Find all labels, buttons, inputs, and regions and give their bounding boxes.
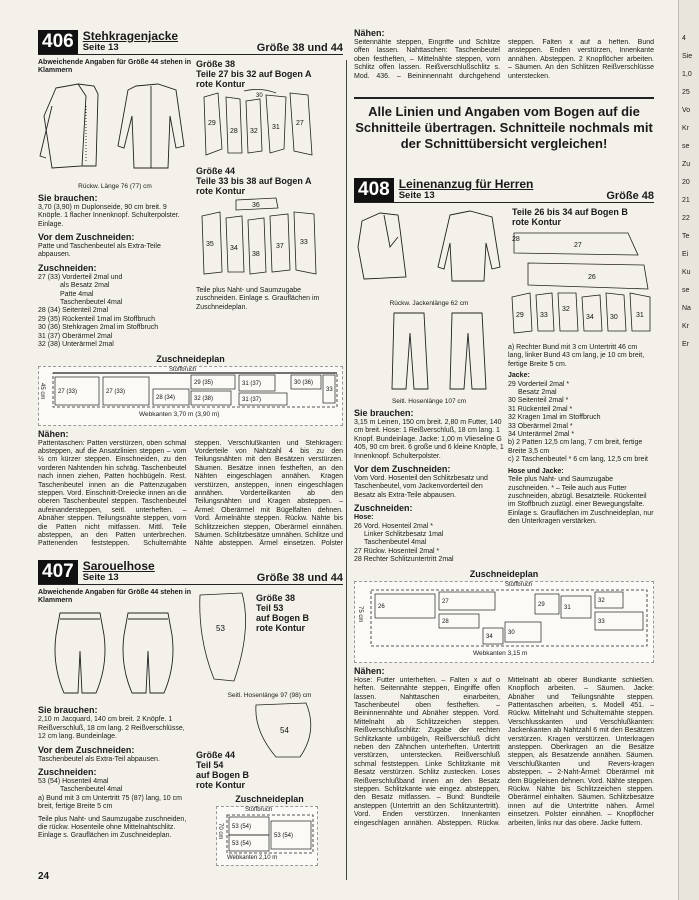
plan-piece-label: 29 (35) [194,379,214,386]
cut-item: 30 (36) Stehkragen 2mal im Stoffbruch [38,324,159,332]
plan-piece-label: 29 [538,601,545,608]
selvage-label: Webkanten 2,10 m [226,854,278,861]
trousers-subheading: Hose: [354,514,374,522]
svg-text:33: 33 [299,239,308,246]
model-title: Leinenanzug für Herren Seite 13 [398,177,534,201]
plan-piece-label: 30 (36) [294,379,314,386]
adjacent-page-strip [678,0,699,900]
trousers-407-illustration [38,605,188,697]
plan-piece-label: 27 (33) [106,388,126,395]
before-cutting-heading: Vor dem Zuschneiden: [38,232,135,243]
trousers-jacket-subheading: Hose und Jacke: [508,467,564,475]
pattern-sheet-44: Größe 44 [195,749,235,760]
cut-item: 53 (54) Hosenteil 4mal [38,777,109,785]
model-title: Stehkragenjacke Seite 13 [82,29,179,53]
pattern-sheet-38-contour: rote Kontur [195,79,245,89]
pattern-pieces-44 [196,196,342,278]
model-number: 406 [38,30,78,54]
plan-piece-label: 34 [486,633,493,640]
plan-piece-label: 28 (34) [156,394,176,401]
trouser-length: Seitl. Hosenlänge 107 cm [391,398,467,405]
adjacent-page-text: Vo [682,107,691,114]
pattern-sheet-44-part: Teil 54 [195,759,224,770]
svg-text:27: 27 [295,120,304,127]
svg-text:37: 37 [275,243,284,250]
cut-item: 27 (33) Vorderteil 2mal und [38,273,123,281]
svg-text:34: 34 [229,245,238,252]
section-rule [354,97,654,99]
need-text: 2,10 m Jacquard, 140 cm breit. 2 Knöpfe. 1 Reißverschluß, 18 cm lang. 2 Reißverschlüsse, 12 cm lang. Bundeinlage. [38,716,185,741]
seam-allowance-note: Teile plus Naht- und Saumzugabe zuschneiden, die rückw. Hosenteile ohne Mittelnahtschlitz. Einlage s. Grauflächen im Zuschneideplan. [38,815,187,840]
cut-item: 31 Rückenteil 2mal * [508,405,573,413]
seam-allowance-note: Teile plus Naht- und Saumzugabe zuschneiden. Einlage s. Grauflächen im Zuschneideplan. [195,287,320,311]
jacket-subheading: Jacke: [508,372,530,380]
svg-text:53: 53 [215,623,225,633]
adjacent-page-text: Te [682,233,690,240]
fold-label: Stoffbruch [169,366,197,373]
adjacent-page-text: Ei [682,251,689,258]
pattern-sheet-44-contour: rote Kontur [195,779,245,790]
banner-line: Schnitteile übertragen. Schnitteile nochmals mit [355,120,653,135]
svg-text:36: 36 [251,202,260,209]
adjacent-page-text: Na [682,305,691,312]
plan-piece-label: 31 [564,604,571,611]
svg-text:31: 31 [636,312,644,319]
pattern-sheet-38: Größe 38 [195,59,235,69]
plan-width-label: 45 cm [39,382,45,399]
adjacent-page-text: 21 [682,197,690,204]
cutting-heading: Zuschneiden: [38,766,97,777]
plan-piece-label: 32 [598,597,605,604]
fold-label: Stoffbruch [505,581,533,588]
before-cutting-text: Vom Vord. Hosenteil den Schlitzbesatz und Taschenbeutel, vom Jackenvorderteil den Besatz als Extra-Teile abpausen. [354,475,488,499]
cut-item: Taschenbeutel 4mal [364,539,427,547]
adjacent-page-text: 22 [682,215,690,222]
sewing-text: Hose: Futter unterheften. – Falten x auf o heften. Seitennähte steppen, Eingriffe offen lassen. Nahttaschen einarbeiten, Taschenbeutel oben festheften. – Beininnennähte und Abnäher steppen. Vord. Mittelnaht ab Schlitzzeichen steppen. Reißverschlußschlitz: Zugabe der rechten Schlitzkante umbügeln, Reißverschluß dicht neben den Zähnchen unterheften. Untertritt verstürzen, unterstecken. Reißverschluß schmal feststeppen. Linke Schlitzkante mit Besatz verstürzen. Schlitz zustecken. Loses Reißverschlußband innen an den Besatz steppen. Schlitzkante wie eingez. absteppen, den Besatz mitfassen. – Bund: Bundteile ansteppen (Untertritt an den Schlitzuntertritt). Vord. Enden verstürzen. Innenkanten eingeschlagen annähen. Absteppen. Rückw. Mittelnaht ab oberer Bundkante schließen. Knopfloch arbeiten. – Säumen. Jacke: Abnäher und Teilungsnähte steppen. Pattentaschen arbeiten, s. Modell 451. – Rückw. Mittelnaht und Schulternähte steppen. Verschlusskanten und Verschlußkanten: Jackenkanten ab Nahtzahl 6 mit den Besätzen verstürzen. Kragen verstürzen. Unterkragen ansteppen. Oberkragen an die Besätze steppen, als Besatzende annähen. Säumen. Verschlußkanten und Revers-kragen absteppen. – 2-Naht-Ärmel: Oberärmel mit dem Bügeleisen dehnen. Vord. Nähte steppen. Rückw. Nähte bis Schlitzzeichen steppen. Oberärmel einhalten. Säumen. Schlitzbesätze innen auf die Untertritte nähen. Ärmel einsetzen. Polster einnähen. – Knopflöcher arbeiten, links nur das obere. Jacke futtern. [354,676,654,827]
adjacent-page-text: Ku [682,269,691,276]
plan-piece-label: 30 [508,629,515,636]
svg-text:54: 54 [279,725,289,735]
deviation-note: Abweichende Angaben für Größe 44 stehen in Klammern [38,59,191,75]
plan-piece-label: 26 [378,603,385,610]
right-column [354,28,654,91]
sewing-continued-text: Seitennähte steppen, Eingriffe und Schlitze offen lassen. Nahttaschen: Taschenbeutel oben festheften, – Mittelnähte steppen, vorn Schlitz offen lassen. Reißverschlußschlitz s. Mod. 436. – Beininnennaht durchgehend steppen. Falten x auf a heften. Bund ansteppen. Enden verstürzen, Innenkante annähen. Absteppen. 2 Knopflöcher arbeiten. – Säumen. An den Schlitzen Reißverschlüsse unterstecken. [354,39,654,80]
svg-text:32: 32 [249,128,258,135]
pattern-sheet-38-part: Teil 53 [255,602,284,613]
cut-item: Taschenbeutel 4mal [60,299,123,307]
svg-text:28: 28 [229,128,238,135]
cutting-plan-408 [354,581,654,663]
plan-width-label: 75 cm [357,605,363,623]
jacket-length: Rückw. Jackenlänge 62 cm [389,300,469,307]
need-heading: Sie brauchen: [38,705,98,716]
pattern-sheet-44-parts: Teile 33 bis 38 auf Bogen A [195,176,312,186]
pattern-sheet-38-sheet: auf Bogen B [255,612,309,623]
svg-text:32: 32 [562,306,570,313]
cutting-plan-title: Zuschneideplan [156,353,225,364]
svg-text:30: 30 [255,93,263,99]
svg-text:31: 31 [271,124,280,131]
cutting-plan-407 [216,806,318,866]
model-407-header [38,558,343,585]
model-title: Sarouelhose Seite 13 [82,558,155,583]
cut-item: 29 Vorderteil 2mal * [508,380,570,388]
pattern-pieces-38 [196,89,342,161]
cut-item: 32 (38) Unterärmel 2mal [38,341,114,349]
before-cutting-heading: Vor dem Zuschneiden: [38,744,135,755]
need-heading: Sie brauchen: [38,192,98,203]
plan-width-label: 70 cm [216,822,223,839]
model-number: 408 [354,178,394,202]
before-cutting-text: Patte und Taschenbeutel als Extra-Teile abpausen. [38,243,161,259]
jacket-406-illustration [38,76,188,176]
suit-trousers-illustration [354,309,504,391]
need-text: 3,15 m Leinen, 150 cm breit. 2,80 m Futter, 140 cm breit. Hose: 1 Reißverschluß, 18 cm lang. 1 Knopf. Bundeinlage. Jacke: 1,00 m Vlieseline G 405, 90 cm breit. 6 große und 6 kleine Knöpfe, 1 Innenknopf. Schulterpolster. [354,419,504,460]
cut-item: 27 Rückw. Hosenteil 2mal * [354,547,440,555]
adjacent-page-text: Er [682,341,689,348]
need-text: 3,70 (3,90) m Duplonseide, 90 cm breit. 9 Knöpfe. 1 flacher Innenknopf. Schulterpolster. Einlage. [38,203,180,228]
plan-piece-label: 27 (33) [58,388,78,395]
adjacent-page-text: se [682,287,690,294]
cutting-heading: Zuschneiden: [38,262,97,273]
plan-piece-label: 28 [442,618,449,625]
svg-text:29: 29 [516,312,524,319]
need-heading: Sie brauchen: [354,408,414,418]
fold-label: Stoffbruch [244,806,273,813]
adjacent-page-text: 1,0 [682,71,692,78]
model-406-header [38,28,343,55]
cutting-heading: Zuschneiden: [354,503,413,514]
cut-item: als Besatz 2mal [60,282,110,290]
adjacent-page-text: Sie [682,53,693,60]
sewing-heading: Nähen: [354,28,385,38]
pattern-sheet-38-contour: rote Kontur [255,622,305,633]
plan-piece-label: 31 (37) [242,380,262,387]
cutting-plan-title: Zuschneideplan [235,793,304,804]
suit-jacket-illustration [354,207,504,293]
cut-item: Patte 4mal [60,290,94,298]
svg-text:30: 30 [610,314,618,321]
pattern-sheet-44-sheet: auf Bogen B [195,769,249,780]
plan-piece-label: 32 (38) [194,395,214,402]
pattern-sheet-44: Größe 44 [195,166,235,176]
banner-line: Alle Linien und Angaben vom Bogen auf die [368,104,640,119]
cutting-plan-406 [38,366,343,426]
selvage-label: Webkanten 3,15 m [473,649,528,657]
selvage-label: Webkanten 3,70 m (3,90 m) [139,410,220,418]
adjacent-page-text: 4 [682,35,686,42]
left-column [38,28,343,866]
pattern-sheet-contour: rote Kontur [512,217,561,227]
cut-item: 30 Seitenteil 2mal * [508,397,569,405]
svg-text:29: 29 [207,120,216,127]
sewing-text: Pattentaschen: Patten verstürzen, oben schmal absteppen, auf die Ansatzlinien steppen – vom ½ cm kürzer steppen. Einschneiden, zu den vorderen Nahtenden hin schräg. Taschenbeutel nach innen ziehen, Patten hochbügeln. Rest. Taschenbeutel innen an die Pattenzugaben steppen. Vord. Einschnitt-Dreiecke innen an die oberen Taschenbeutel steppen. Taschenbeutel aufeinandersteppen, seitl. unterheften. – Abnäher steppen. Teilungsnähte steppen, vorn die Patten nicht mitfassen. Mittl. Teile absteppen, an den Patten unterbrechen. Pattenenden feststeppen. Schulternähte steppen. Verschlußkanten und Stehkragen: Vorderteile von Nahtzahl 4 bis zu den Teilungsnähten mit den Besätzen verstürzen. Säumen. Besätze innen festheften, an den Nähten eingeschlagen annähen. Kragen verstürzen, ansteppen, innen eingeschlagen annähen. Vorderteilkanten ab den Teilungsnähten und Kragen absteppen. – Ärmel: Oberärmel mit Bügelfalten dehnen. Vord. Ärmelnähte steppen. Rückw. Nähte bis Schlitzzeichen steppen, Oberärmel einnähen. Säumen. Schlitzbesätze umnähen. Schlitze und Nähte absteppen. Ärmel einsetzen. Polster [38,439,343,548]
before-cutting-heading: Vor dem Zuschneiden: [354,464,451,475]
banner-line: der Schnittübersicht vergleichen! [400,136,608,151]
cut-item: 31 (37) Oberärmel 2mal [38,332,113,340]
model-408-section [354,176,654,829]
cut-item: b) 2 Patten 12,5 cm lang, 7 cm breit, fertige Breite 3,5 cm [508,439,643,455]
plan-piece-label: 53 (54) [273,832,293,839]
adjacent-page-text: se [682,143,690,150]
model-number: 407 [38,560,78,584]
cut-item: 32 Kragen 1mal im Stoffbruch [508,414,601,422]
page-number: 24 [38,871,50,882]
svg-text:34: 34 [586,314,594,321]
trouser-length: Seitl. Hosenlänge 97 (98) cm [227,691,312,699]
trousers-jacket-text: Teile plus Naht- und Saumzugabe zuschneiden. * – Teile auch aus Futter zuschneiden, abzügl. Besatzteile. Rückenteil im Stoffbruch zuzügl. einer Bewegungsfalte. Einlage s. Grauflächen im Zuschneideplan, nur den Unterkragen verstärken. [508,476,654,526]
plan-piece-label: 33 [598,618,605,625]
cut-item: 33 Oberärmel 2mal * [508,422,573,430]
plan-piece-label: 53 (54) [231,840,251,847]
cut-item: 29 (35) Rückenteil 1mal im Stoffbruch [38,315,155,323]
svg-text:35: 35 [205,241,214,248]
svg-text:27: 27 [574,242,582,249]
adjacent-page-text: 20 [682,179,690,186]
cut-item: 28 (34) Seitenteil 2mal [38,307,109,315]
adjacent-page-text: Kr [682,323,689,330]
pattern-sheet-38-parts: Teile 27 bis 32 auf Bogen A [195,69,312,79]
sewing-heading: Nähen: [38,428,69,439]
svg-text:28: 28 [512,236,520,243]
deviation-note: Abweichende Angaben für Größe 44 stehen in Klammern [38,588,191,604]
plan-piece-label: 53 (54) [231,823,251,830]
cut-item: Taschenbeutel 4mal [60,786,123,794]
plan-piece-label: 31 (37) [242,396,262,403]
cut-item: c) 2 Taschenbeutel * 6 cm lang, 12,5 cm breit [508,456,648,464]
cut-item: Besatz 2mal [518,389,557,397]
pattern-sheet-44-contour: rote Kontur [195,186,245,196]
svg-text:33: 33 [540,312,548,319]
pattern-pieces-408 [508,227,654,335]
pattern-sheet-38: Größe 38 [255,592,295,603]
column-divider [346,60,347,880]
adjacent-page-text: Kr [682,125,689,132]
back-length: Rückw. Länge 76 (77) cm [78,182,152,190]
sewing-heading: Nähen: [354,665,385,676]
waistband-note: a) Rechter Bund mit 3 cm Untertritt 46 cm lang, linker Bund 43 cm lang, je 10 cm breit, fertige Breite 5 cm. [508,344,645,368]
model-size: Größe 38 und 44 [256,571,343,584]
instruction-banner [354,104,654,152]
svg-text:38: 38 [251,251,260,258]
cut-item: 34 Unterärmel 2mal * [508,431,575,439]
pattern-sheet: Teile 26 bis 34 auf Bogen B [512,207,628,217]
before-cutting-text: Taschenbeutel als Extra-Teil abpausen. [38,755,160,763]
cutting-plan-title: Zuschneideplan [469,568,539,579]
cut-item: 26 Vord. Hosenteil 2mal * [354,522,433,530]
plan-piece-label: 27 [442,598,449,605]
cut-item: a) Bund mit 3 cm Untertritt 75 (87) lang, 10 cm breit, fertige Breite 5 cm [38,794,182,811]
model-408-header [354,176,654,203]
svg-text:26: 26 [588,274,596,281]
model-size: Größe 38 und 44 [256,42,343,54]
plan-piece-label: 33 [326,386,333,393]
cut-item: Linker Schlitzbesatz 1mal [364,531,444,539]
adjacent-page-text: Zu [682,161,691,168]
cut-item: 28 Rechter Schlitzuntertritt 2mal [354,556,454,564]
model-size: Größe 48 [606,190,654,202]
adjacent-page-text: 25 [682,89,690,96]
